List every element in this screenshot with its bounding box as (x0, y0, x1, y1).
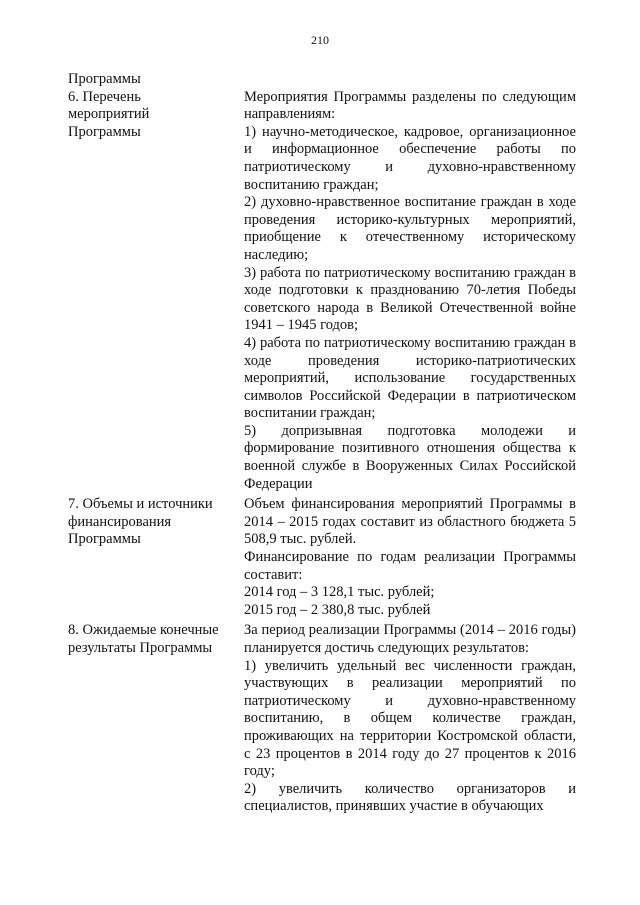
row-content (244, 71, 576, 89)
paragraph: 2015 год – 2 380,8 тыс. рублей (244, 601, 431, 618)
label-line: финансирования (68, 513, 172, 530)
label-line: Программы (68, 71, 141, 87)
paragraph: 3) работа по патриотическому воспитанию граждан в ходе подготовки к празднованию 70-летия Победы советского народа в Великой Отечественной войне 1941 – 1945 годов; (244, 264, 576, 334)
paragraph: Финансирование по годам реализации Программы составит: (244, 549, 576, 583)
label-line: мероприятий (68, 106, 150, 123)
row-label (68, 89, 244, 494)
label-line: 7. Объемы и источники (68, 496, 213, 513)
page-number: 210 (311, 33, 329, 47)
paragraph: 2) увеличить количество организаторов и специалистов, принявших участие в обучающих (244, 780, 576, 815)
row-label (68, 622, 244, 816)
row-expected-results (68, 622, 576, 816)
paragraph: 5) допризывная подготовка молодежи и формирование позитивного отношения общества к военной службе в Вооруженных Силах Российской Федерации (244, 422, 576, 492)
row-funding (68, 496, 576, 619)
paragraph: Объем финансирования мероприятий Программы в 2014 – 2015 годах составит из областного бюджета 5 508,9 тыс. рублей. (244, 496, 576, 548)
program-passport-table (68, 71, 576, 816)
paragraph: 1) научно-методическое, кадровое, организационное и информационное обеспечение работы по патриотическому и духовно-нравственному воспитанию граждан; (244, 123, 576, 193)
label-line: результаты Программы (68, 640, 213, 656)
row-content (244, 89, 576, 494)
label-line: Программы (68, 531, 141, 548)
row-label (68, 496, 244, 619)
row-content (244, 496, 576, 619)
label-line: Программы (68, 123, 141, 140)
row-activities-list (68, 89, 576, 494)
row-label (68, 71, 244, 89)
label-line: 6. Перечень (68, 88, 141, 105)
paragraph: За период реализации Программы (2014 – 2016 годы) планируется достичь следующих результатов: (244, 622, 576, 656)
paragraph: Мероприятия Программы разделены по следующим направлениям: (244, 88, 576, 123)
row-program-continuation (68, 71, 576, 89)
label-line: 8. Ожидаемые конечные (68, 622, 219, 639)
paragraph: 2) духовно-нравственное воспитание граждан в ходе проведения историко-культурных мероприятий, приобщение к отечественному историческому наследию; (244, 194, 576, 263)
paragraph: 1) увеличить удельный вес численности граждан, участвующих в реализации мероприятий по патриотическому и духовно-нравственному воспитанию, в общем количестве граждан, проживающих на территории Костромской области, с 23 процентов в 2014 году до 27 процентов к 2016 году; (244, 657, 576, 780)
paragraph: 4) работа по патриотическому воспитанию граждан в ходе проведения историко-патриотических мероприятий, использование государственных символов Российской Федерации в патриотическом воспитании граждан; (244, 334, 576, 422)
row-content (244, 622, 576, 816)
paragraph: 2014 год – 3 128,1 тыс. рублей; (244, 584, 435, 601)
